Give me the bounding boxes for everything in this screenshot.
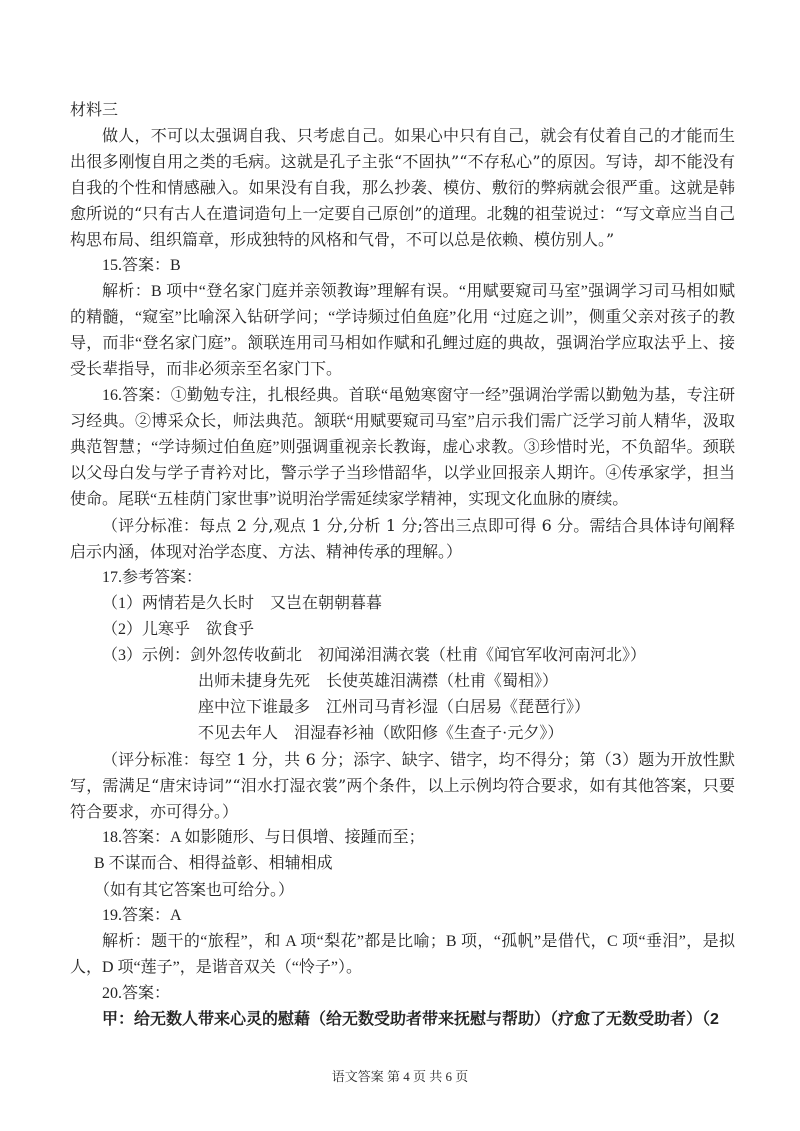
answer-18-a: 18.答案：A 如影随形、与日俱增、接踵而至； xyxy=(102,829,425,846)
answer-17-item-2: （2）儿寒乎 欲食乎 xyxy=(102,621,255,638)
answer-18-note: （如有其它答案也可给分。） xyxy=(94,880,295,899)
answer-16: 16.答案：①勤勉专注，扎根经典。首联“黾勉寒窗守一经”强调治学需以勤勉为基，专注研习经典。②博采众长，师法典范。颔联“用赋要窥司马室”启示我们需广泛学习前人精华，汲取典范智慧；“学诗频过伯鱼庭”则强调重视亲长教诲，虚心求教。③珍惜时光，不负韶华。颈联以父母白发与学子青衿对比，警示学子当珍惜韶华，以学业回报亲人期许。④传承家学，担当使命。尾联“五桂荫门家世事”说明治学需延续家学精神，实现文化血脉的赓续。 xyxy=(70,387,735,508)
answer-18-b: B 不谋而合、相得益彰、相辅相成 xyxy=(94,855,333,872)
answer-17-item-3-line-2: 出师未捷身先死 长使英雄泪满襟（杜甫《蜀相》） xyxy=(198,673,559,690)
analysis-19: 解析：题干的“旅程”，和 A 项“梨花”都是比喻；B 项，“孤帆”是借代，C 项“垂泪”，是拟人，D 项“莲子”，是谐音双关（“怜子”）。 xyxy=(70,933,735,976)
document-content xyxy=(70,97,735,1033)
answer-17-item-3-line-4: 不见去年人 泪湿春衫袖（欧阳修《生查子·元夕》） xyxy=(198,725,564,742)
answer-20-jia: 甲：给无数人带来心灵的慰藉（给无数受助者带来抚慰与帮助）（疗愈了无数受助者）（2 xyxy=(102,1011,719,1028)
answer-17-item-1: （1）两情若是久长时 又岂在朝朝暮暮 xyxy=(102,595,383,612)
answer-20-header: 20.答案： xyxy=(102,985,171,1002)
answer-17-item-3: （3）示例：剑外忽传收蓟北 初闻涕泪满衣裳（杜甫《闻官军收河南河北》） xyxy=(102,647,647,664)
analysis-15: 解析：B 项中“登名家门庭并亲领教诲”理解有误。“用赋要窥司马室”强调学习司马相如赋的精髓，“窥室”比喻深入钻研学问；“学诗频过伯鱼庭”化用 “过庭之训”，侧重父亲对孩子的教导，而非“登名家门庭”。颔联连用司马相如作赋和孔鲤过庭的典故，强调治学应取法乎上、接受长辈指导，而非必须亲至名家门下。 xyxy=(70,283,735,378)
material-3-paragraph: 做人，不可以太强调自我、只考虑自己。如果心中只有自己，就会有仗着自己的才能而生出很多刚愎自用之类的毛病。这就是孔子主张“不固执”“不存私心”的原因。写诗，却不能没有自我的个性和情感融入。如果没有自我，那么抄袭、模仿、敷衍的弊病就会很严重。这就是韩愈所说的“只有古人在遣词造句上一定要自己原创”的道理。北魏的祖莹说过：“写文章应当自己构思布局、组织篇章，形成独特的风格和气骨，不可以总是依赖、模仿别人。” xyxy=(70,126,735,249)
answer-19: 19.答案：A xyxy=(102,907,182,924)
page-footer: 语文答案 第 4 页 共 6 页 xyxy=(331,1069,469,1084)
answer-17-header: 17.参考答案： xyxy=(102,569,203,586)
answer-17-item-3-line-3: 座中泣下谁最多 江州司马青衫湿（白居易《琵琶行》） xyxy=(198,699,591,716)
scoring-note-17: （评分标准：每空 1 分，共 6 分；添字、缺字、错字，均不得分；第（3）题为开放性默写，需满足“唐宋诗词”“泪水打湿衣裳”两个条件，以上示例均符合要求，如有其他答案，只要符合要求，亦可得分。） xyxy=(70,750,735,821)
scoring-note-16: （评分标准：每点 2 分,观点 1 分,分析 1 分;答出三点即可得 6 分。需结合具体诗句阐释启示内涵，体现对治学态度、方法、精神传承的理解。） xyxy=(70,516,735,561)
material-heading: 材料三 xyxy=(70,100,119,119)
answer-15: 15.答案：B xyxy=(102,257,181,274)
